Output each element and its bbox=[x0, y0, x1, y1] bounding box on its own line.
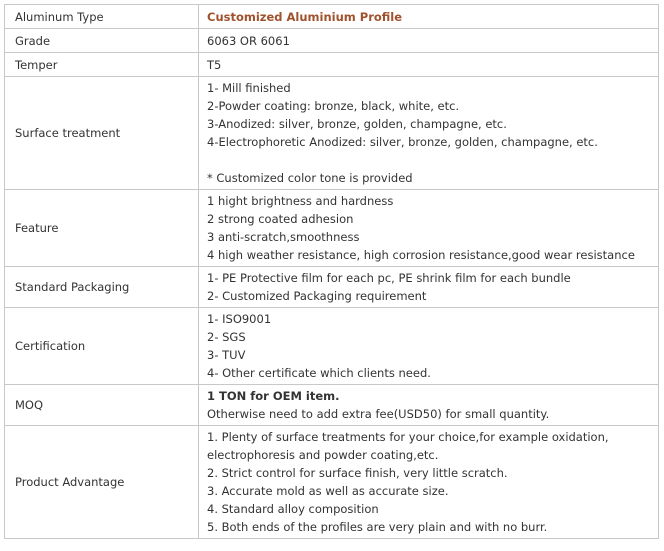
spec-value-line: 1- ISO9001 bbox=[207, 312, 272, 326]
spec-row-certification bbox=[5, 308, 659, 385]
spec-value bbox=[199, 267, 659, 308]
spec-value-line: 3. Accurate mold as well as accurate size. bbox=[207, 484, 449, 498]
spec-label: Temper bbox=[5, 53, 199, 77]
spec-value-line: 3 anti-scratch,smoothness bbox=[207, 230, 360, 244]
spec-label: Surface treatment bbox=[5, 77, 199, 190]
spec-row-packaging bbox=[5, 267, 659, 308]
spec-row-type bbox=[5, 5, 659, 29]
spec-value-line: T5 bbox=[207, 57, 222, 72]
spec-table bbox=[4, 4, 659, 539]
spec-row-temper bbox=[5, 53, 659, 77]
spec-row-surface-treatment bbox=[5, 77, 659, 190]
spec-value-line: 1- PE Protective film for each pc, PE shrink film for each bundle bbox=[207, 271, 571, 285]
spec-value-line: 4 high weather resistance, high corrosion resistance,good wear resistance bbox=[207, 248, 635, 262]
spec-label: Grade bbox=[5, 29, 199, 53]
spec-value-line: * Customized color tone is provided bbox=[207, 171, 413, 185]
spec-value bbox=[199, 190, 659, 267]
spec-value-line: Otherwise need to add extra fee(USD50) for small quantity. bbox=[207, 407, 550, 421]
spec-value bbox=[199, 308, 659, 385]
spec-value-line: 2- SGS bbox=[207, 330, 246, 344]
spec-value bbox=[199, 5, 659, 29]
spec-value-line: 1 TON for OEM item. bbox=[207, 389, 340, 403]
spec-value-line: 2-Powder coating: bronze, black, white, etc. bbox=[207, 99, 460, 113]
spec-value-line: 4. Standard alloy composition bbox=[207, 502, 379, 516]
spec-row-feature bbox=[5, 190, 659, 267]
spec-value-line: 6063 OR 6061 bbox=[207, 33, 290, 48]
spec-value-line: 4- Other certificate which clients need. bbox=[207, 366, 431, 380]
spec-value-line: 1. Plenty of surface treatments for your choice,for example oxidation, bbox=[207, 430, 609, 444]
spec-label: MOQ bbox=[5, 385, 199, 426]
spec-value-line: 3-Anodized: silver, bronze, golden, champagne, etc. bbox=[207, 117, 507, 131]
spec-label: Aluminum Type bbox=[5, 5, 199, 29]
spec-value bbox=[199, 77, 659, 190]
spec-row-product-advantage bbox=[5, 426, 659, 539]
spec-value-line: 2- Customized Packaging requirement bbox=[207, 289, 427, 303]
spec-value-line: 2 strong coated adhesion bbox=[207, 212, 354, 226]
spec-value-line: 5. Both ends of the profiles are very plain and with no burr. bbox=[207, 520, 548, 534]
spec-label: Standard Packaging bbox=[5, 267, 199, 308]
spec-value-line: electrophoresis and powder coating,etc. bbox=[207, 448, 439, 462]
spec-value-line: 2. Strict control for surface finish, very little scratch. bbox=[207, 466, 508, 480]
spec-value-line: 1- Mill finished bbox=[207, 81, 291, 95]
spec-value-line: 4-Electrophoretic Anodized: silver, bronze, golden, champagne, etc. bbox=[207, 135, 598, 149]
spec-value bbox=[199, 29, 659, 53]
spec-value bbox=[199, 53, 659, 77]
spec-value bbox=[199, 385, 659, 426]
spec-label: Product Advantage bbox=[5, 426, 199, 539]
spec-value-line: 1 hight brightness and hardness bbox=[207, 194, 394, 208]
spec-row-moq bbox=[5, 385, 659, 426]
spec-value bbox=[199, 426, 659, 539]
spec-label: Feature bbox=[5, 190, 199, 267]
spec-value-blank-line bbox=[207, 151, 650, 169]
spec-table-body bbox=[5, 5, 659, 539]
spec-label: Certification bbox=[5, 308, 199, 385]
spec-value-line: 3- TUV bbox=[207, 348, 246, 362]
spec-row-grade bbox=[5, 29, 659, 53]
spec-value-line: Customized Aluminium Profile bbox=[207, 9, 403, 24]
